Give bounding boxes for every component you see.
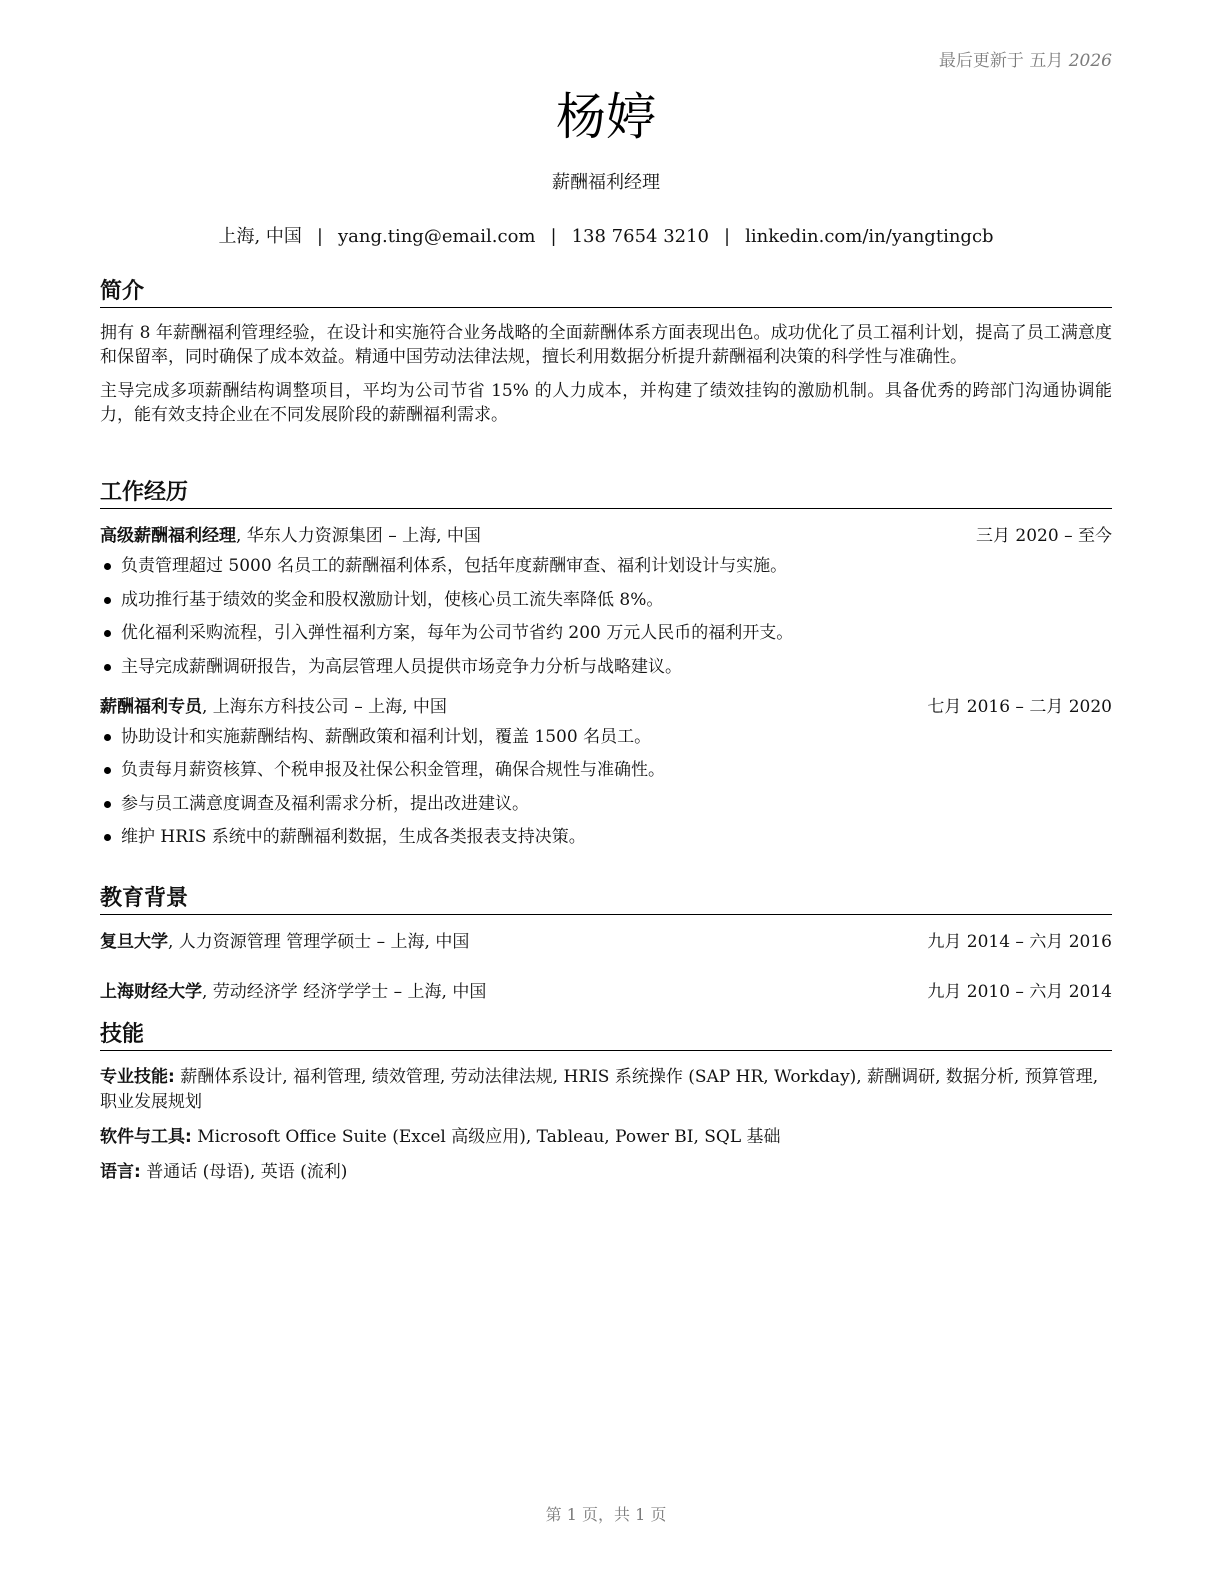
last-updated [939,46,1112,71]
job-entry [100,695,1112,850]
job-header [100,695,1112,719]
candidate-title: 薪酬福利经理 [552,172,660,193]
list-item: 负责每月薪资核算、个税申报及社保公积金管理，确保合规性与准确性。 [100,758,1112,782]
education-dates: 九月 2010 – 六月 2014 [927,982,1112,1002]
job-header [100,524,1112,548]
resume-page [100,0,1112,1584]
list-item: 负责管理超过 5000 名员工的薪酬福利体系，包括年度薪酬审查、福利计划设计与实施。 [100,554,1112,578]
education-entry [100,930,1112,954]
education-school: 上海财经大学 [100,982,202,1002]
section-heading: 教育背景 [100,884,1112,915]
contact-linkedin[interactable]: linkedin.com/in/yangtingcb [745,226,994,247]
list-item: 维护 HRIS 系统中的薪酬福利数据，生成各类报表支持决策。 [100,825,1112,849]
page-number: 第 1 页，共 1 页 [545,1505,667,1524]
job-dates: 七月 2016 – 二月 2020 [927,696,1112,717]
contact-line [100,224,1112,250]
summary-paragraph: 拥有 8 年薪酬福利管理经验，在设计和实施符合业务战略的全面薪酬体系方面表现出色。成功优化了员工福利计划，提高了员工满意度和保留率，同时确保了成本效益。精通中国劳动法律法规，擅长利用数据分析提升薪酬福利决策的科学性与准确性。 [100,323,1112,367]
education-entry [100,980,1112,1004]
skill-text: 薪酬体系设计, 福利管理, 绩效管理, 劳动法律法规, HRIS 系统操作 (SAP HR, Workday), 薪酬调研, 数据分析, 预算管理, 职业发展规划 [100,1067,1099,1112]
list-item: 主导完成薪酬调研报告，为高层管理人员提供市场竞争力分析与战略建议。 [100,655,1112,679]
skill-text: Microsoft Office Suite (Excel 高级应用), Tableau, Power BI, SQL 基础 [191,1127,781,1147]
education-dates: 九月 2014 – 六月 2016 [927,932,1112,952]
skill-label: 专业技能: [100,1067,175,1087]
list-item: 优化福利采购流程，引入弹性福利方案，每年为公司节省约 200 万元人民币的福利开支。 [100,621,1112,645]
skill-text: 普通话 (母语), 英语 (流利) [140,1162,348,1182]
section-heading: 简介 [100,277,1112,308]
summary-section [100,277,1112,427]
skills-list [100,1065,1112,1185]
job-dates: 三月 2020 – 至今 [976,526,1112,546]
education-detail: , 人力资源管理 管理学硕士 – 上海, 中国 [168,932,470,952]
skill-label: 软件与工具: [100,1127,192,1147]
education-school-detail [100,930,469,954]
job-bullets [100,554,1112,679]
education-section [100,884,1112,1004]
job-role: 薪酬福利专员 [100,696,202,717]
education-school-detail [100,980,486,1004]
last-updated-label: 最后更新于 五月 [938,51,1064,71]
skills-section [100,1020,1112,1195]
contact-separator: | [316,226,323,247]
skill-line [100,1125,1112,1150]
list-item: 参与员工满意度调查及福利需求分析，提出改进建议。 [100,792,1112,816]
candidate-name: 杨婷 [556,88,656,146]
contact-phone: 138 7654 3210 [571,226,710,247]
section-heading: 工作经历 [100,478,1112,509]
contact-email[interactable]: yang.ting@email.com [337,226,536,247]
job-bullets [100,725,1112,850]
job-role-company [100,524,481,548]
section-heading: 技能 [100,1020,1112,1051]
skill-line [100,1065,1112,1115]
education-school: 复旦大学 [100,932,168,952]
contact-separator: | [550,226,557,247]
contact-location: 上海, 中国 [218,226,302,247]
skill-line [100,1160,1112,1185]
job-company: , 华东人力资源集团 – 上海, 中国 [236,526,481,546]
list-item: 协助设计和实施薪酬结构、薪酬政策和福利计划，覆盖 1500 名员工。 [100,725,1112,749]
education-detail: , 劳动经济学 经济学学士 – 上海, 中国 [202,982,487,1002]
job-company: , 上海东方科技公司 – 上海, 中国 [202,696,447,717]
job-entry [100,524,1112,679]
experience-section [100,478,1112,859]
job-role: 高级薪酬福利经理 [100,526,236,546]
list-item: 成功推行基于绩效的奖金和股权激励计划，使核心员工流失率降低 8%。 [100,588,1112,612]
skill-label: 语言: [100,1162,141,1182]
last-updated-year: 2026 [1068,51,1112,71]
summary-paragraph: 主导完成多项薪酬结构调整项目，平均为公司节省 15% 的人力成本，并构建了绩效挂钩的激励机制。具备优秀的跨部门沟通协调能力，能有效支持企业在不同发展阶段的薪酬福利需求。 [100,381,1112,425]
job-role-company [100,695,447,719]
contact-separator: | [724,226,731,247]
